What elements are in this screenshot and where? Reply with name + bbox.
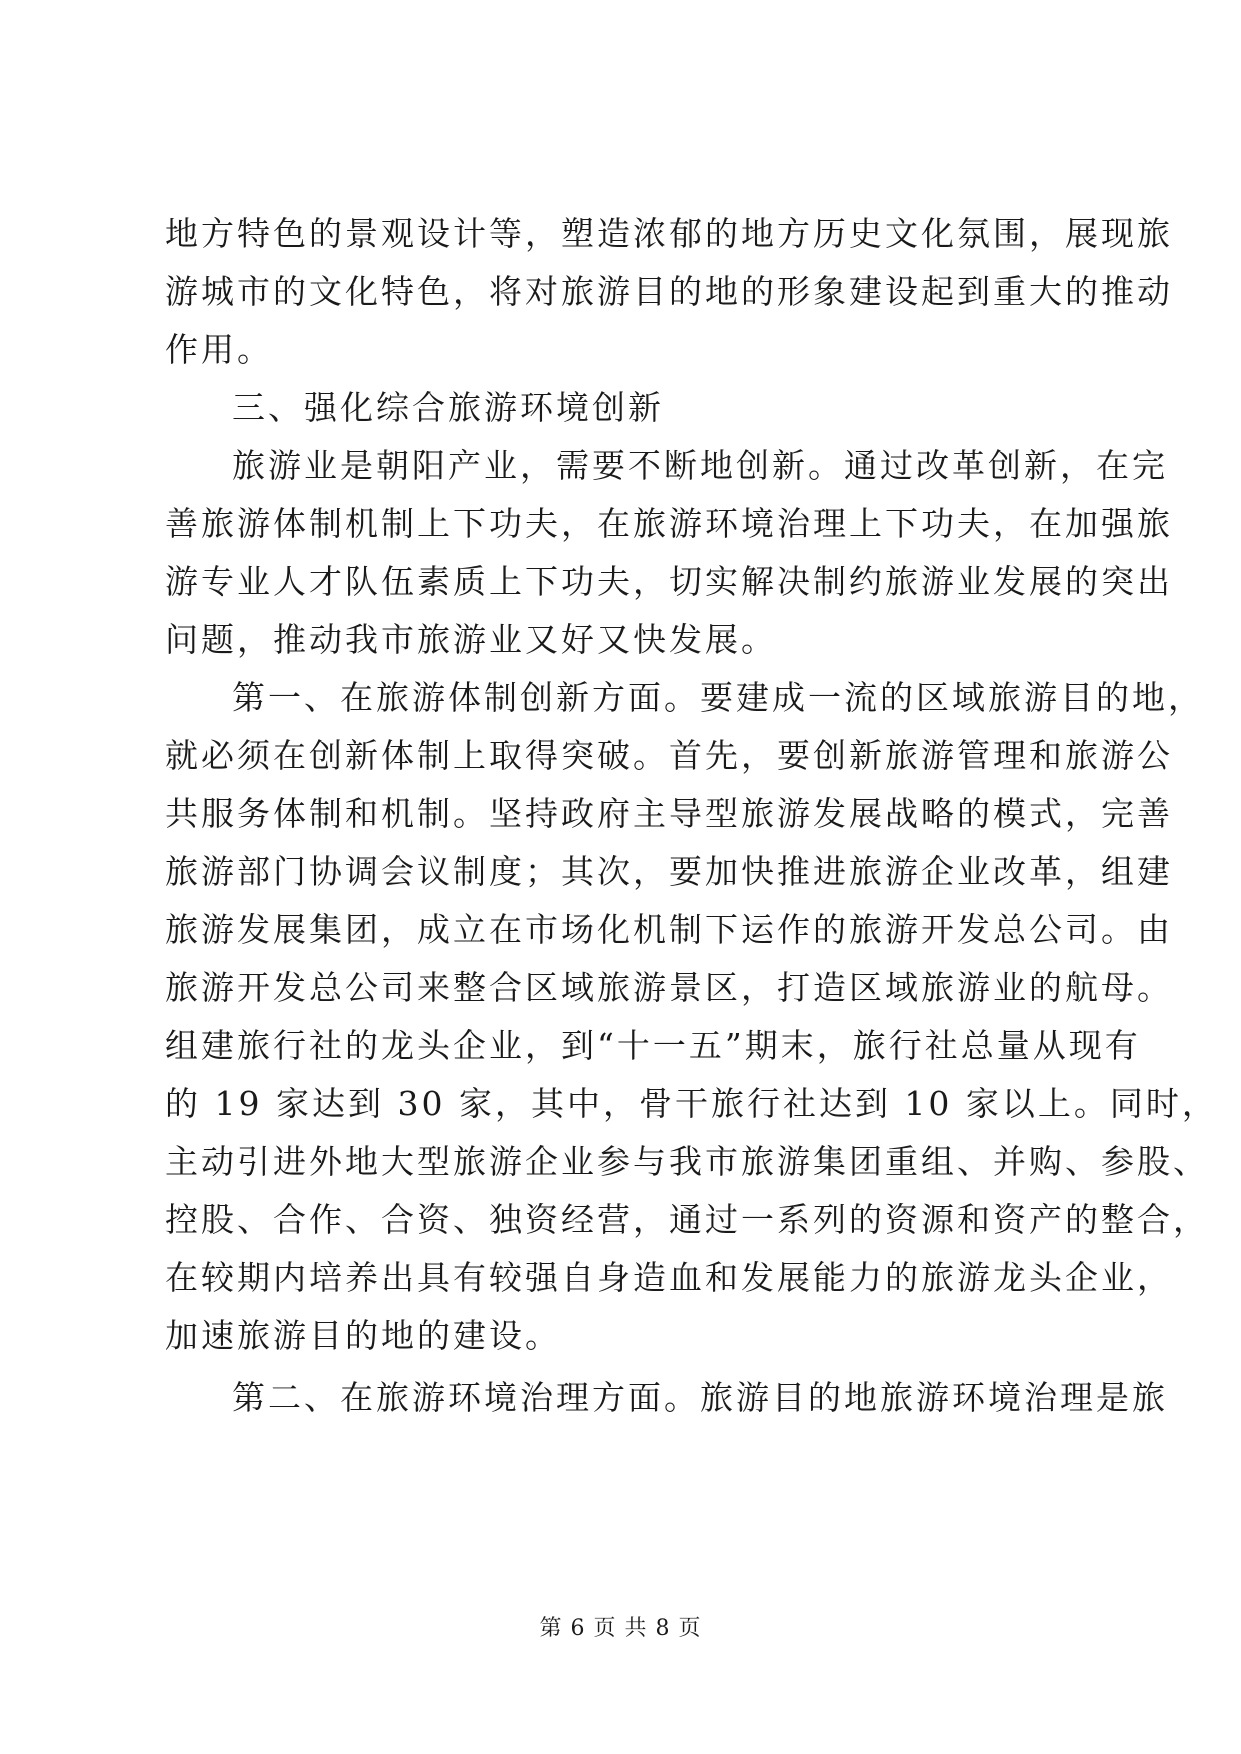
- body-line: 旅游开发总公司来整合区域旅游景区，打造区域旅游业的航母。: [165, 968, 1173, 1007]
- body-line: 加速旅游目的地的建设。: [165, 1316, 561, 1355]
- body-line: 的 19 家达到 30 家，其中，骨干旅行社达到 10 家以上。同时，: [165, 1084, 1218, 1123]
- body-line: 共服务体制和机制。坚持政府主导型旅游发展战略的模式，完善: [165, 794, 1173, 833]
- body-line: 旅游发展集团，成立在市场化机制下运作的旅游开发总公司。由: [165, 910, 1173, 949]
- body-line: 组建旅行社的龙头企业，到“十一五”期末，旅行社总量从现有: [165, 1026, 1141, 1065]
- body-line: 游专业人才队伍素质上下功夫，切实解决制约旅游业发展的突出: [165, 562, 1173, 601]
- body-line: 就必须在创新体制上取得突破。首先，要创新旅游管理和旅游公: [165, 736, 1173, 775]
- body-line: 善旅游体制机制上下功夫，在旅游环境治理上下功夫，在加强旅: [165, 504, 1173, 543]
- body-line: 主动引进外地大型旅游企业参与我市旅游集团重组、并购、参股、: [165, 1142, 1209, 1181]
- body-line: 第二、在旅游环境治理方面。旅游目的地旅游环境治理是旅: [232, 1378, 1168, 1417]
- body-line: 控股、合作、合资、独资经营，通过一系列的资源和资产的整合，: [165, 1200, 1209, 1239]
- body-line: 问题，推动我市旅游业又好又快发展。: [165, 620, 777, 659]
- page-number-footer: 第 6 页 共 8 页: [539, 1616, 702, 1641]
- body-line: 旅游业是朝阳产业，需要不断地创新。通过改革创新，在完: [232, 446, 1168, 485]
- body-line: 作用。: [165, 330, 273, 369]
- body-line: 在较期内培养出具有较强自身造血和发展能力的旅游龙头企业，: [165, 1258, 1173, 1297]
- body-line: 旅游部门协调会议制度；其次，要加快推进旅游企业改革，组建: [165, 852, 1173, 891]
- body-line: 地方特色的景观设计等，塑造浓郁的地方历史文化氛围，展现旅: [165, 214, 1173, 253]
- body-line: 第一、在旅游体制创新方面。要建成一流的区域旅游目的地，: [232, 678, 1204, 717]
- section-heading: 三、强化综合旅游环境创新: [232, 388, 664, 427]
- body-line: 游城市的文化特色，将对旅游目的地的形象建设起到重大的推动: [165, 272, 1173, 311]
